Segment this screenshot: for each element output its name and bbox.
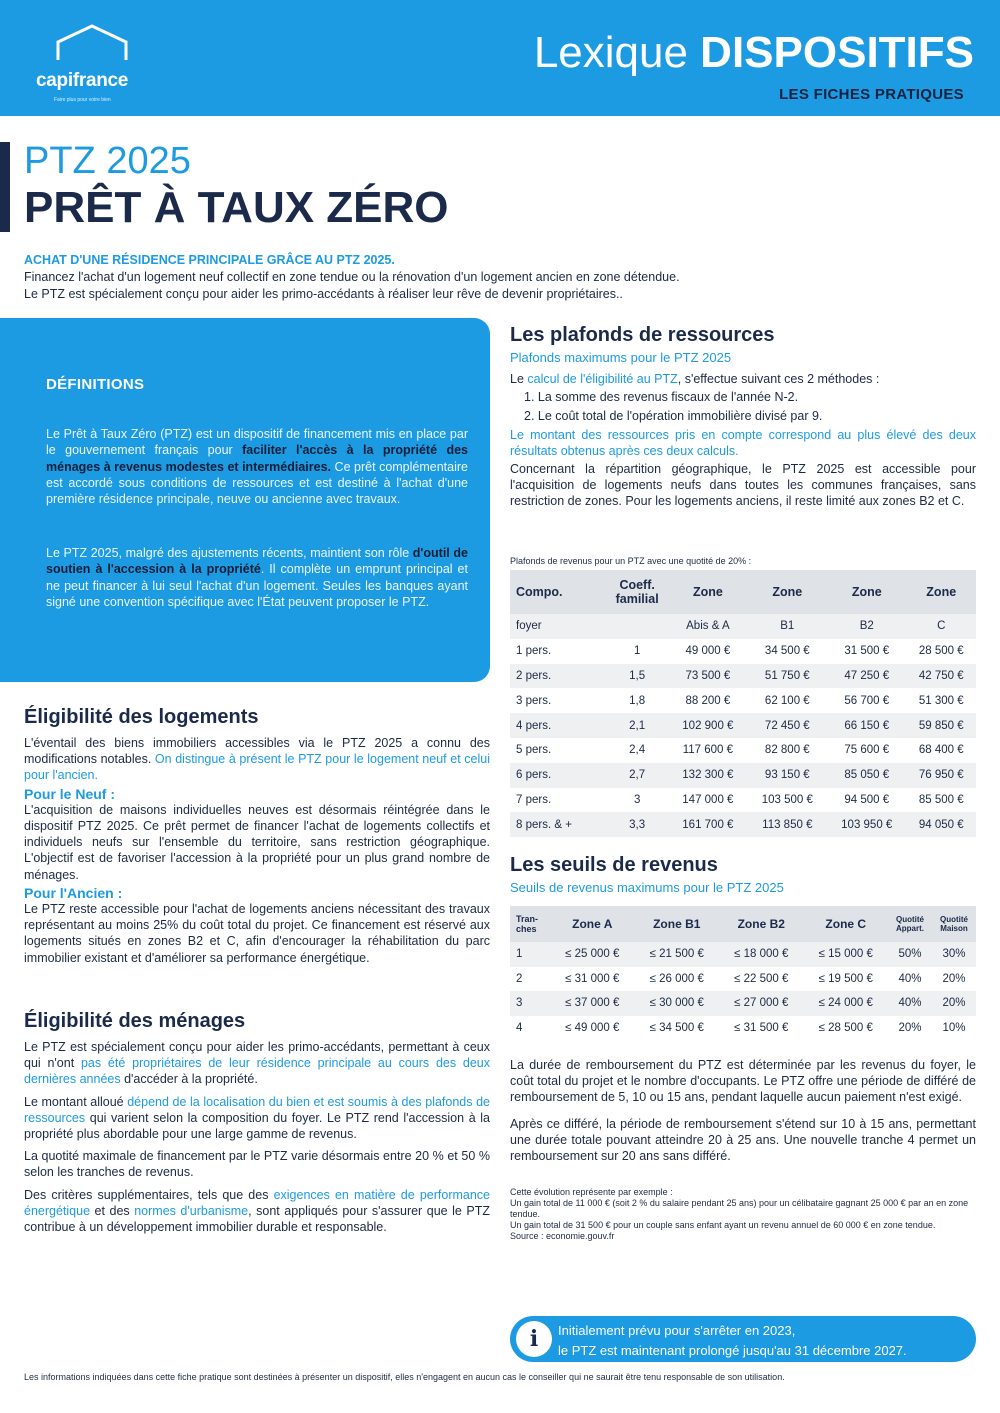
seuils-paragraphs xyxy=(510,1057,976,1164)
table-header-cell: Quotité Appart. xyxy=(888,906,932,942)
table-row xyxy=(510,942,976,967)
menages-p2-highlight: dépend de la localisation du bien et est soumis à des plafonds de ressources xyxy=(24,1094,491,1125)
table-cell: ≤ 19 500 € xyxy=(818,972,873,985)
table-cell: 1,8 xyxy=(629,694,646,707)
table-cell: 6 pers. xyxy=(510,763,606,788)
neuf-heading: Pour le Neuf : xyxy=(24,785,116,802)
table-cell: 4 pers. xyxy=(510,713,606,738)
intro-headline: ACHAT D'UNE RÉSIDENCE PRINCIPALE GRÂCE AU PTZ 2025. xyxy=(24,253,395,267)
table-cell: ≤ 31 500 € xyxy=(734,1022,789,1035)
table-cell: 8 pers. & + xyxy=(510,812,606,837)
menages-p4-highlight-1: exigences en matière de performance énergétique xyxy=(24,1187,490,1218)
plafonds-l1-end: , s'effectue suivant ces 2 méthodes : xyxy=(677,372,880,386)
note-source: Source : economie.gouv.fr xyxy=(510,1231,615,1241)
table-cell: 1 xyxy=(633,645,641,658)
definitions-paragraph-1 xyxy=(46,426,468,507)
note-line-3: Un gain total de 31 500 € pour un couple sans enfant ayant un revenu annuel de 60 000 € en zone tendue. xyxy=(510,1220,936,1230)
menages-paragraphs xyxy=(24,1039,490,1235)
house-logo-icon xyxy=(52,22,132,62)
page-header xyxy=(0,0,1000,116)
intro-line-1: Financez l'achat d'un logement neuf collectif en zone tendue ou la rénovation d'un logement ancien en zone détendue. xyxy=(24,270,680,284)
menages-p4 xyxy=(24,1187,490,1236)
table-cell: 2,1 xyxy=(606,713,668,738)
info-line-2: le PTZ est maintenant prolongé jusqu'au 31 décembre 2027. xyxy=(558,1343,907,1358)
table-cell: B1 xyxy=(748,614,827,639)
table-cell: 49 000 € xyxy=(685,645,731,658)
table-cell: ≤ 34 500 € xyxy=(649,1022,704,1035)
table-row xyxy=(510,1016,976,1041)
table-row xyxy=(510,991,976,1016)
table-cell: ≤ 37 000 € xyxy=(550,991,635,1016)
table-row xyxy=(510,967,976,992)
table-cell: ≤ 25 000 € xyxy=(550,942,635,967)
table-cell: 3 pers. xyxy=(516,694,552,707)
table-cell: 117 600 € xyxy=(682,744,734,757)
menages-p2-end: qui varient selon la composition du foyer. Le PTZ rend l'accession à la propriété plus abordable pour une large gamme de revenus. xyxy=(24,1110,490,1142)
neuf-text: L'acquisition de maisons individuelles neuves est désormais réintégrée dans le dispositif PTZ 2025. Ce prêt permet de financer l'achat de logements collectifs et individuels neufs sur l'ensemble du territoire, sans restriction géographique. L'objectif est de favoriser l'accession à la propriété pour un plus grand nombre de ménages. xyxy=(24,802,490,882)
table-cell xyxy=(606,614,668,639)
table-row xyxy=(510,688,976,713)
table-cell: 2 pers. xyxy=(510,664,606,689)
table-header-cell: Quotité Maison xyxy=(932,906,976,942)
table-cell: ≤ 49 000 € xyxy=(565,1022,620,1035)
table-header-cell: Zone xyxy=(668,570,747,614)
table-cell: 88 200 € xyxy=(685,694,731,707)
table-header-cell: Zone xyxy=(827,570,906,614)
table-cell: 56 700 € xyxy=(844,694,890,707)
table-header-cell: Coeff. familial xyxy=(606,570,668,614)
table-cell: 73 500 € xyxy=(668,664,747,689)
table-cell: 94 050 € xyxy=(906,812,976,837)
ancien-heading: Pour l'Ancien : xyxy=(24,884,123,901)
method-item-1: 1. La somme des revenus fiscaux de l'année N-2. xyxy=(524,390,799,405)
table-row xyxy=(510,812,976,837)
table-cell: 93 150 € xyxy=(748,763,827,788)
table-header-row xyxy=(510,906,976,942)
table-cell: 113 850 € xyxy=(748,812,827,837)
def-p2-text: Le PTZ 2025, malgré des ajustements récents, maintient son rôle xyxy=(46,546,413,560)
table-row xyxy=(510,763,976,788)
table-cell: 4 xyxy=(516,1022,523,1035)
table-cell: 103 500 € xyxy=(761,793,813,806)
menages-p4-highlight-2: normes d'urbanisme xyxy=(134,1203,249,1218)
seuils-para-2: Après ce différé, la période de remboursement s'étend sur 10 à 15 ans, permettant une durée totale pouvant atteindre 20 à 25 ans. Une nouvelle tranche 4 permet un remboursement sur 20 ans sans différé. xyxy=(510,1116,976,1164)
table-cell: 51 300 € xyxy=(918,694,964,707)
table-cell: 3,3 xyxy=(606,812,668,837)
plafonds-text xyxy=(510,371,976,510)
table-cell: 40% xyxy=(888,991,932,1016)
table-cell: 1,5 xyxy=(606,664,668,689)
logo-wordmark: capifrance xyxy=(36,70,129,91)
table-cell: 103 950 € xyxy=(827,812,906,837)
table-cell: 50% xyxy=(888,942,932,967)
table-cell: 30% xyxy=(932,942,976,967)
table-cell: 147 000 € xyxy=(682,793,734,806)
menages-p1-highlight: pas été propriétaires de leur résidence principale au cours des deux dernières années xyxy=(24,1056,490,1087)
def-p1-bold: faciliter l'accès à la propriété des ménages à revenus modestes et intermédiaires. xyxy=(46,443,468,474)
table-cell: 2,7 xyxy=(606,763,668,788)
table-cell: 31 500 € xyxy=(844,645,890,658)
menages-p1-text: Le PTZ est spécialement conçu pour aider les primo-accédants, permettant à ceux qui n'ont xyxy=(24,1040,490,1071)
header-title-light: Lexique xyxy=(533,28,701,77)
plafonds-subtitle: Plafonds maximums pour le PTZ 2025 xyxy=(510,350,732,365)
table-cell: 85 050 € xyxy=(827,763,906,788)
plafonds-blue-text: Le montant des ressources pris en compte correspond au plus élevé des deux résultats obtenus après ces deux calculs. xyxy=(510,427,976,458)
ancien-text: Le PTZ reste accessible pour l'achat de logements anciens nécessitant des travaux représentant au moins 25% du coût total du projet. Ce financement est réservé aux logements situés en zones B2 et C, afin d'encourager la réhabilitation du parc immobilier existant et d'améliorer sa performance énergétique. xyxy=(24,902,490,965)
def-p1-text: Le Prêt à Taux Zéro (PTZ) est un dispositif de financement mis en place par le gouvernement français pour xyxy=(46,427,468,458)
section-title-plafonds: Les plafonds de ressources xyxy=(510,324,775,346)
table-cell: 28 500 € xyxy=(918,645,964,658)
example-note xyxy=(510,1187,976,1242)
table-row xyxy=(510,738,976,763)
plafonds-l1-text: Le xyxy=(510,372,528,386)
page-title: PRÊT À TAUX ZÉRO xyxy=(24,183,449,232)
menages-p1 xyxy=(24,1039,490,1088)
table-cell: 1 pers. xyxy=(516,645,552,658)
note-line-2: Un gain total de 11 000 € (soit 2 % du salaire pendant 25 ans) pour un célibataire gagnant 25 000 € par an en zone tendue. xyxy=(510,1198,969,1219)
section-title-logements: Éligibilité des logements xyxy=(24,706,259,728)
menages-p3: La quotité maximale de financement par le PTZ varie désormais entre 20 % et 50 % selon les tranches de revenus. xyxy=(24,1149,490,1180)
table-cell: 75 600 € xyxy=(844,744,890,757)
def-p2-bold: d'outil de soutien à l'accession à la propriété xyxy=(46,546,468,577)
table-cell: ≤ 31 000 € xyxy=(565,972,620,985)
table-header-cell: Zone B2 xyxy=(719,906,804,942)
plafonds-table xyxy=(510,570,976,837)
intro-line-2: Le PTZ est spécialement conçu pour aider les primo-accédants à réaliser leur rêve de devenir propriétaires.. xyxy=(24,287,623,301)
table-header-row xyxy=(510,570,976,614)
table-row xyxy=(510,664,976,689)
table-cell: ≤ 15 000 € xyxy=(804,942,889,967)
header-title xyxy=(534,28,974,78)
footer-disclaimer: Les informations indiquées dans cette fiche pratique sont destinées à présenter un dispositif, elles n'engagent en aucun cas le conseiller qui ne saurait être tenu responsable de son utilisation. xyxy=(24,1372,785,1382)
def-p1-text-end: Ce prêt complémentaire est accordé sous conditions de ressources et est destiné à l'achat d'une première résidence principale, neuve ou ancienne avec travaux. xyxy=(46,459,468,507)
note-line-1: Cette évolution représente par exemple : xyxy=(510,1187,673,1197)
table-cell: 47 250 € xyxy=(827,664,906,689)
table-cell: 62 100 € xyxy=(764,694,810,707)
menages-p4-end: , sont appliqués pour s'assurer que le PTZ contribue à un développement immobilier durable et responsable. xyxy=(24,1203,491,1235)
table-cell: 7 pers. xyxy=(516,793,552,806)
table-cell: ≤ 22 500 € xyxy=(734,972,789,985)
definitions-title: DÉFINITIONS xyxy=(46,376,145,393)
table-row xyxy=(510,614,976,639)
table-cell: 5 pers. xyxy=(516,744,552,757)
menages-p2-text: Le montant alloué xyxy=(24,1094,128,1109)
table-cell: 102 900 € xyxy=(668,713,747,738)
table-cell: 40% xyxy=(898,972,922,985)
menages-p4-text: Des critères supplémentaires, tels que des xyxy=(24,1187,274,1202)
table-row xyxy=(510,713,976,738)
table-cell: 66 150 € xyxy=(827,713,906,738)
table-cell: 59 850 € xyxy=(906,713,976,738)
table-cell: C xyxy=(906,614,976,639)
info-line-1: Initialement prévu pour s'arrêter en 2023, xyxy=(558,1323,796,1338)
table-cell: 161 700 € xyxy=(668,812,747,837)
method-item-2: 2. Le coût total de l'opération immobilière divisé par 9. xyxy=(524,409,823,424)
seuils-para-1: La durée de remboursement du PTZ est déterminée par les revenus du foyer, le coût total du projet et le nombre d'occupants. Le PTZ offre une période de différé de remboursement de 5, 10 ou 15 ans, pendant laquelle aucun paiement n'est exigé. xyxy=(510,1058,976,1105)
table-cell: 1 xyxy=(510,942,550,967)
table-row xyxy=(510,788,976,813)
menages-p1-end: d'accéder à la propriété. xyxy=(120,1072,258,1087)
table-cell: 2 xyxy=(516,972,523,985)
menages-p2 xyxy=(24,1094,490,1143)
table-cell: foyer xyxy=(510,614,606,639)
table-cell: 20% xyxy=(942,972,966,985)
table-cell: 3 xyxy=(633,793,641,806)
table-cell: 51 750 € xyxy=(748,664,827,689)
table-cell: 94 500 € xyxy=(844,793,890,806)
table-cell: 76 950 € xyxy=(906,763,976,788)
table-header-cell: Compo. xyxy=(510,570,606,614)
header-title-bold: DISPOSITIFS xyxy=(700,28,974,77)
table-cell: ≤ 30 000 € xyxy=(635,991,720,1016)
table-cell: 10% xyxy=(942,1022,966,1035)
table-cell: 68 400 € xyxy=(918,744,964,757)
table-header-cell: Zone xyxy=(906,570,976,614)
info-icon: i xyxy=(516,1321,552,1357)
table-header-cell: Tran-ches xyxy=(510,906,550,942)
table-cell: 20% xyxy=(932,991,976,1016)
table-cell: ≤ 26 000 € xyxy=(649,972,704,985)
intro xyxy=(24,252,974,303)
table-cell: 20% xyxy=(898,1022,922,1035)
table-header-cell: Zone B1 xyxy=(635,906,720,942)
table-header-cell: Zone C xyxy=(804,906,889,942)
page-title-year: PTZ 2025 xyxy=(24,140,191,182)
definitions-box xyxy=(0,318,490,682)
seuils-subtitle: Seuils de revenus maximums pour le PTZ 2025 xyxy=(510,880,784,895)
logements-paragraph xyxy=(24,735,490,966)
table-cell: ≤ 27 000 € xyxy=(719,991,804,1016)
logements-highlight: On distingue à présent le PTZ pour le logement neuf et celui pour l'ancien. xyxy=(24,752,490,783)
table-cell: ≤ 21 500 € xyxy=(635,942,720,967)
capifrance-logo[interactable] xyxy=(30,22,150,102)
logements-text: L'éventail des biens immobiliers accessibles via le PTZ 2025 a connu des modifications notables. xyxy=(24,736,490,767)
table-cell: B2 xyxy=(827,614,906,639)
plafonds-para: Concernant la répartition géographique, le PTZ 2025 est accessible pour l'acquisition de logements neufs dans toutes les communes françaises, sans restriction de zones. Pour les logements anciens, il reste limité aux zones B2 et C. xyxy=(510,462,976,509)
menages-p4-text-2: et des xyxy=(90,1203,135,1218)
table-cell: ≤ 24 000 € xyxy=(804,991,889,1016)
title-accent-bar xyxy=(0,142,10,232)
plafonds-l1-highlight: calcul de l'éligibilité au PTZ xyxy=(527,372,678,386)
table-cell: 34 500 € xyxy=(764,645,810,658)
table-cell: 132 300 € xyxy=(668,763,747,788)
table-cell: ≤ 28 500 € xyxy=(818,1022,873,1035)
table-cell: 42 750 € xyxy=(906,664,976,689)
table-cell: Abis & A xyxy=(668,614,747,639)
seuils-table xyxy=(510,906,976,1040)
table-cell: 2,4 xyxy=(629,744,646,757)
table-cell: 3 xyxy=(510,991,550,1016)
table-cell: ≤ 18 000 € xyxy=(719,942,804,967)
info-banner xyxy=(510,1316,976,1362)
plafonds-line-1 xyxy=(510,371,976,387)
table-row xyxy=(510,639,976,664)
table-caption: Plafonds de revenus pour un PTZ avec une quotité de 20% : xyxy=(510,556,752,566)
def-p2-text-end: . Il complète un emprunt principal et ne peut financer à lui seul l'achat d'un logement. Seules les banques ayant signé une convention spécifique avec l'État peuvent proposer le PTZ. xyxy=(46,562,468,609)
table-header-cell: Zone xyxy=(748,570,827,614)
definitions-paragraph-2 xyxy=(46,545,468,610)
table-cell: 85 500 € xyxy=(918,793,964,806)
section-title-menages: Éligibilité des ménages xyxy=(24,1010,246,1032)
header-subtitle: LES FICHES PRATIQUES xyxy=(779,86,964,103)
logo-tagline: Faire plus pour votre bien xyxy=(54,97,111,103)
table-cell: 82 800 € xyxy=(764,744,810,757)
section-title-seuils: Les seuils de revenus xyxy=(510,854,718,876)
table-header-cell: Zone A xyxy=(550,906,635,942)
table-cell: 72 450 € xyxy=(748,713,827,738)
